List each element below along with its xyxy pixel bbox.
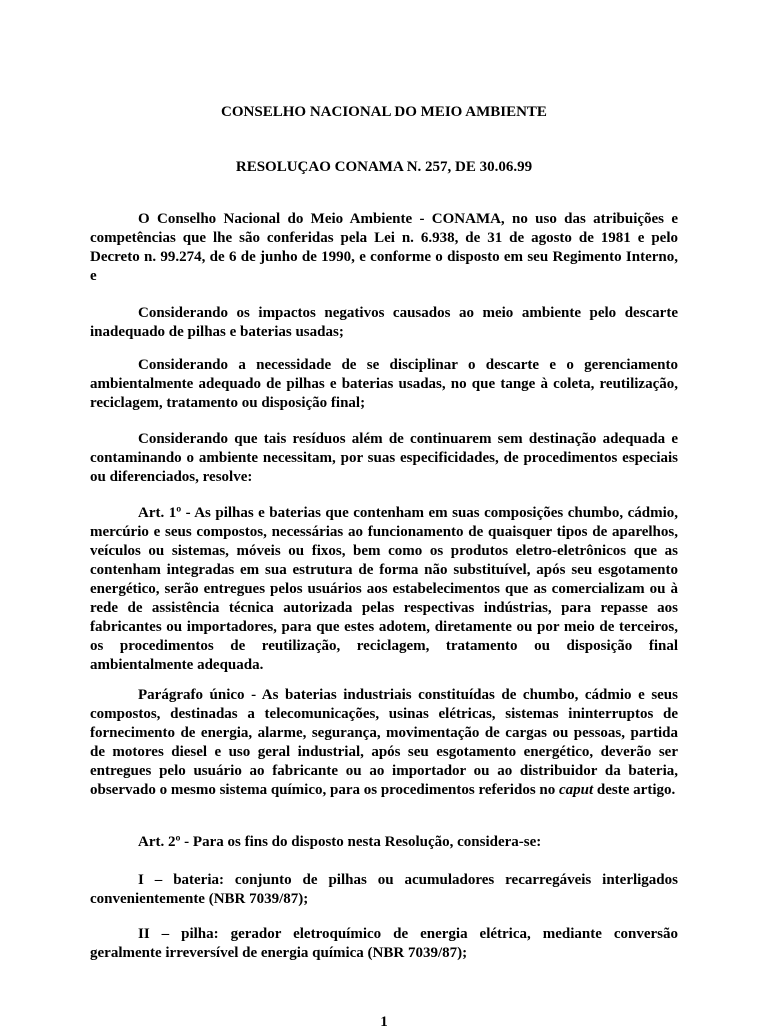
document-page <box>90 0 678 1030</box>
page-number: 1 <box>380 1014 388 1030</box>
sole-paragraph-text: Parágrafo único - As baterias industriais constituídas de chumbo, cádmio e seus compostos, destinadas a telecomunicações, usinas elétricas, sistemas ininterruptos de fornecimento de energia, alarme, segurança, movimentação de cargas ou pessoas, partida de motores diesel e uso geral industrial, após seu esgotamento energético, deverão ser entregues pelo usuário ao fabricante ou ao importador ou ao distribuidor da bateria, observado o mesmo sistema químico, para os procedimentos referidos no <box>90 687 678 798</box>
sole-paragraph-end: deste artigo. <box>596 782 676 798</box>
considering-paragraph-1: Considerando os impactos negativos causados ao meio ambiente pelo descarte inadequado de pilhas e baterias usadas; <box>90 305 678 340</box>
resolution-title: RESOLUÇAO CONAMA N. 257, DE 30.06.99 <box>235 159 533 175</box>
considering-paragraph-3: Considerando que tais resíduos além de continuarem sem destinação adequada e contaminando o ambiente necessitam, por suas especificidades, de procedimentos especiais ou diferenciados, resolve: <box>90 431 678 485</box>
council-title: CONSELHO NACIONAL DO MEIO AMBIENTE <box>221 104 547 120</box>
preamble-paragraph: O Conselho Nacional do Meio Ambiente - CONAMA, no uso das atribuições e competências que lhe são conferidas pela Lei n. 6.938, de 31 de agosto de 1981 e pelo Decreto n. 99.274, de 6 de junho de 1990, e conforme o disposto em seu Regimento Interno, e <box>90 211 678 284</box>
considering-paragraph-2: Considerando a necessidade de se disciplinar o descarte e o gerenciamento ambientalmente adequado de pilhas e baterias usadas, no que tange à coleta, reutilização, reciclagem, tratamento ou disposição final; <box>90 357 678 411</box>
article-1-paragraph: Art. 1º - As pilhas e baterias que contenham em suas composições chumbo, cádmio, mercúrio e seus compostos, necessárias ao funcionamento de quaisquer tipos de aparelhos, veículos ou sistemas, móveis ou fixos, bem como os produtos eletro-eletrônicos que as contenham integradas em sua estrutura de forma não substituível, após seu esgotamento energético, serão entregues pelos usuários aos estabelecimentos que as comercializam ou à rede de assistência técnica autorizada pelas respectivas indústrias, para repasse aos fabricantes ou importadores, para que estes adotem, diretamente ou por meio de terceiros, os procedimentos de reutilização, reciclagem, tratamento ou disposição final ambientalmente adequada. <box>90 505 678 673</box>
sole-paragraph <box>90 686 678 800</box>
article-2-paragraph: Art. 2º - Para os fins do disposto nesta Resolução, considera-se: <box>138 834 542 850</box>
caput-term: caput <box>559 782 594 798</box>
definition-cell: II – pilha: gerador eletroquímico de energia elétrica, mediante conversão geralmente irreversível de energia química (NBR 7039/87); <box>90 926 678 961</box>
definition-battery: I – bateria: conjunto de pilhas ou acumuladores recarregáveis interligados convenientemente (NBR 7039/87); <box>90 872 678 907</box>
